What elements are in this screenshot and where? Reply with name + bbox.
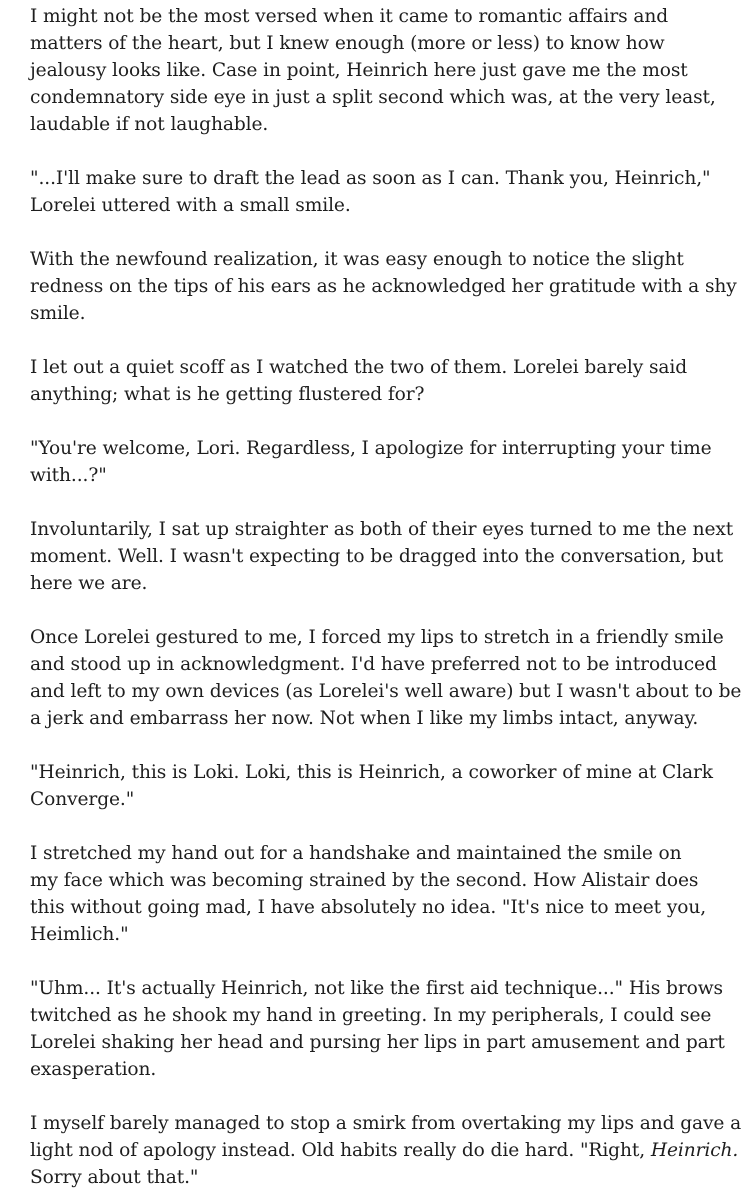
text-line: I might not be the most versed when it came to romantic affairs and [30, 6, 669, 27]
paragraph-9 [30, 840, 730, 948]
text-line: twitched as he shook my hand in greeting. In my peripherals, I could see [30, 1005, 712, 1026]
emphasized-name: Heinrich. [650, 1140, 739, 1161]
text-line: a jerk and embarrass her now. Not when I like my limbs intact, anyway. [30, 708, 699, 729]
text-line: anything; what is he getting flustered for? [30, 384, 425, 405]
text-line: moment. Well. I wasn't expecting to be dragged into the conversation, but [30, 546, 724, 567]
text-line: I myself barely managed to stop a smirk from overtaking my lips and gave a [30, 1113, 742, 1134]
text-line: Involuntarily, I sat up straighter as both of their eyes turned to me the next [30, 519, 734, 540]
text-line: With the newfound realization, it was easy enough to notice the slight [30, 249, 684, 270]
text-line: this without going mad, I have absolutely no idea. "It's nice to meet you, [30, 897, 707, 918]
text-line: "Heinrich, this is Loki. Loki, this is Heinrich, a coworker of mine at Clark [30, 762, 713, 783]
text-line: Lorelei shaking her head and pursing her lips in part amusement and part [30, 1032, 725, 1053]
paragraph-3 [30, 246, 737, 327]
paragraph-10 [30, 975, 730, 1083]
text-line: Once Lorelei gestured to me, I forced my lips to stretch in a friendly smile [30, 627, 724, 648]
paragraph-1 [30, 3, 730, 138]
text-line: condemnatory side eye in just a split second which was, at the very least, [30, 87, 716, 108]
text-line: Converge." [30, 789, 135, 810]
text-line: I stretched my hand out for a handshake and maintained the smile on [30, 843, 682, 864]
text-line: Heimlich." [30, 924, 129, 945]
paragraph-7 [30, 624, 742, 732]
text-line: smile. [30, 303, 86, 324]
text-line: "Uhm... It's actually Heinrich, not like the first aid technique..." His brows [30, 978, 723, 999]
text-line: Sorry about that." [30, 1167, 199, 1188]
text-line: here we are. [30, 573, 148, 594]
text-line: and left to my own devices (as Lorelei's well aware) but I wasn't about to be [30, 681, 742, 702]
text-line: with...?" [30, 465, 107, 486]
paragraph-2 [30, 165, 730, 219]
text-line: redness on the tips of his ears as he acknowledged her gratitude with a shy [30, 276, 737, 297]
paragraph-5 [30, 435, 730, 489]
paragraph-4 [30, 354, 730, 408]
text-line: jealousy looks like. Case in point, Heinrich here just gave me the most [30, 60, 688, 81]
text-line: Lorelei uttered with a small smile. [30, 195, 351, 216]
text-line: my face which was becoming strained by the second. How Alistair does [30, 870, 699, 891]
text-line: "...I'll make sure to draft the lead as soon as I can. Thank you, Heinrich," [30, 168, 711, 189]
text-line: I let out a quiet scoff as I watched the two of them. Lorelei barely said [30, 357, 688, 378]
paragraph-11 [30, 1110, 742, 1191]
text-line: laudable if not laughable. [30, 114, 269, 135]
text-line: "You're welcome, Lori. Regardless, I apologize for interrupting your time [30, 438, 712, 459]
text-line: matters of the heart, but I knew enough (more or less) to know how [30, 33, 665, 54]
text-line: exasperation. [30, 1059, 157, 1080]
text-line: and stood up in acknowledgment. I'd have preferred not to be introduced [30, 654, 717, 675]
text-line [30, 1137, 739, 1164]
paragraph-8 [30, 759, 730, 813]
text-run: light nod of apology instead. Old habits really do die hard. "Right, [30, 1140, 651, 1161]
paragraph-6 [30, 516, 734, 597]
